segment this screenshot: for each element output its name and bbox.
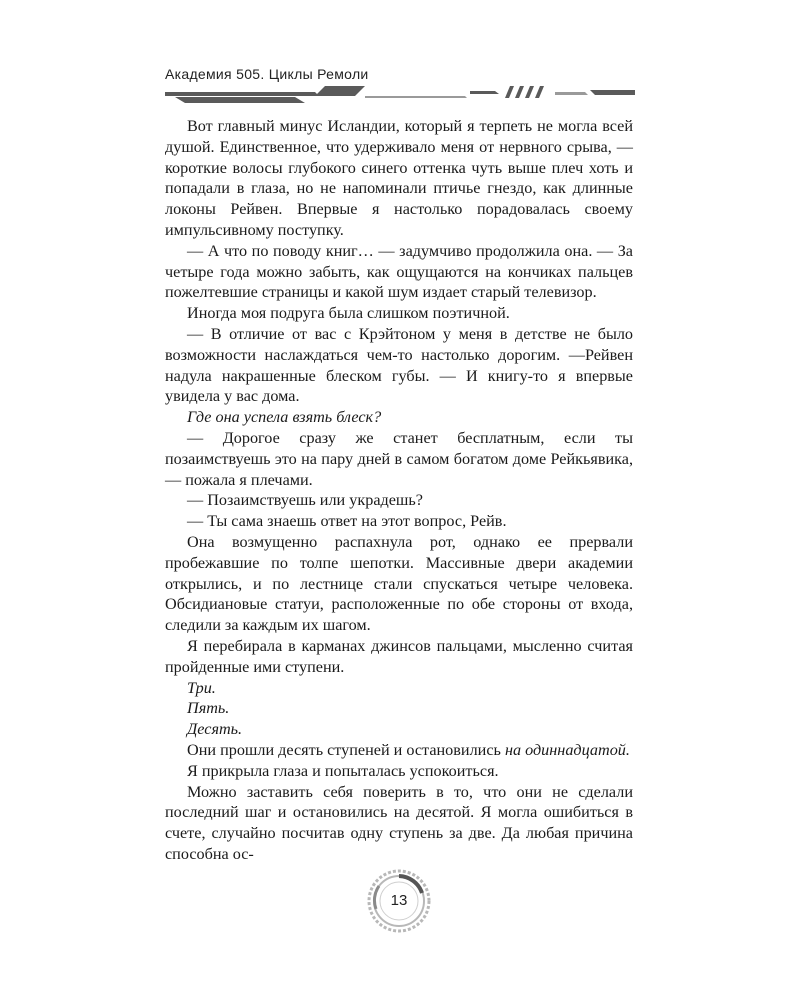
- rule-segment: [525, 86, 534, 98]
- paragraph-italic: Где она успела взять блеск?: [187, 408, 382, 427]
- rule-segment: [315, 86, 365, 96]
- paragraph: — Ты сама знаешь ответ на этот вопрос, Рейв.: [187, 512, 507, 531]
- page-number: 13: [390, 892, 408, 909]
- paragraph-italic-part: на одиннадцатой.: [504, 740, 630, 759]
- paragraph: — Дорогое сразу же станет бесплатным, если ты позаимствуешь это на пару дней в самом богатом доме Рейкьявика, — пожала я плечами.: [165, 428, 633, 489]
- body-text: [165, 116, 633, 865]
- paragraph-plain-part: Они прошли десять ступеней и остановились: [187, 740, 505, 759]
- paragraph: — Позаимствуешь или украдешь?: [187, 491, 423, 510]
- running-title: Академия 505. Циклы Ремоли: [165, 66, 369, 82]
- rule-segment: [165, 92, 319, 96]
- paragraph-italic: Десять.: [187, 720, 243, 739]
- paragraph: Вот главный минус Исландии, который я терпеть не могла всей душой. Единственное, что удерживало меня от нервного срыва, — короткие волосы глубокого синего оттенка чуть выше плеч хоть и попадали в глаза, но не напоминали птичье гнездо, как длинные локоны Рейвен. Впервые я настолько порадовалась своему импульсивному поступку.: [165, 117, 633, 239]
- paragraph-italic: Пять.: [187, 699, 230, 718]
- paragraph: Она возмущенно распахнула рот, однако ее прервали пробежавшие по толпе шепотки. Массивные двери академии открылись, и по лестнице стали спускаться четыре человека. Обсидиановые статуи, расположенные по обе стороны от входа, следили за каждым их шагом.: [165, 532, 633, 635]
- paragraph: Иногда моя подруга была слишком поэтичной.: [187, 304, 510, 323]
- rule-segment: [175, 97, 305, 103]
- paragraph: Я прикрыла глаза и попыталась успокоиться.: [187, 761, 499, 780]
- rule-segment: [470, 91, 499, 94]
- paragraph-italic: Три.: [187, 678, 216, 697]
- rule-segment: [555, 92, 588, 95]
- rule-segment: [505, 86, 514, 98]
- rule-segment: [515, 86, 524, 98]
- paragraph: Можно заставить себя поверить в то, что они не сделали последний шаг и остановились на десятой. Я могла ошибиться в счете, случайно посчитав одну ступень за две. Да любая причина способна ос-: [165, 782, 633, 863]
- rule-segment: [365, 96, 467, 98]
- paragraph: — В отличие от вас с Крэйтоном у меня в детстве не было возможности наслаждаться чем-то настолько дорогим. —Рейвен надула накрашенные блеском губы. — И книгу-то я впервые увидела у вас дома.: [165, 324, 633, 406]
- rule-segment: [590, 90, 635, 95]
- paragraph: Я перебирала в карманах джинсов пальцами, мысленно считая пройденные ими ступени.: [165, 636, 633, 676]
- header-decorative-rule: [165, 86, 635, 104]
- rule-segment: [535, 86, 544, 98]
- paragraph-mixed: [165, 740, 633, 761]
- paragraph: — А что по поводу книг… — задумчиво продолжила она. — За четыре года можно забыть, как ощущаются на кончиках пальцев пожелтевшие страницы и какой шум издает старый телевизор.: [165, 241, 633, 302]
